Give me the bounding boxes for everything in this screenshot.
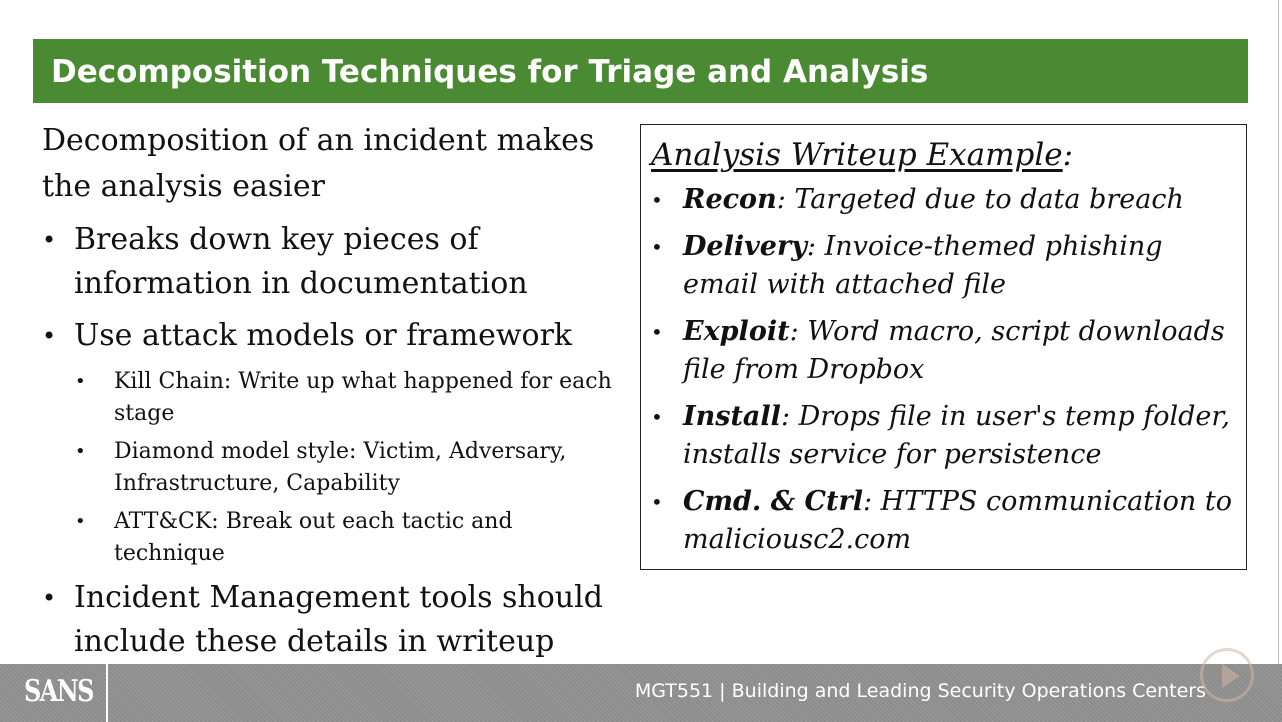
example-title (651, 131, 1236, 179)
bullet-item: • Breaks down key pieces of information in documentation (42, 218, 622, 306)
example-title-text: Analysis Writeup Example (651, 137, 1063, 173)
slide-title: Decomposition Techniques for Triage and Analysis (51, 54, 929, 90)
title-bar (33, 39, 1248, 103)
example-item-label: Recon (683, 184, 777, 215)
example-title-colon: : (1062, 137, 1074, 173)
analysis-example-box (640, 124, 1247, 570)
example-item-text: : Targeted due to data breach (776, 184, 1184, 215)
example-item-exploit (651, 313, 1236, 389)
intro-text: Decomposition of an incident makes the analysis easier (42, 123, 595, 204)
sub-bullet-item: • ATT&CK: Break out each tactic and technique (42, 506, 622, 570)
example-item-cmd-ctrl (651, 483, 1236, 559)
play-icon[interactable] (1200, 648, 1254, 702)
example-item-label: Cmd. & Ctrl (683, 486, 863, 517)
course-title: MGT551 | Building and Leading Security Operations Centers (634, 680, 1206, 702)
bullet-item: • Incident Management tools should include these details in writeup (42, 576, 622, 664)
example-item-label: Install (683, 401, 781, 432)
example-item-label: Exploit (683, 316, 790, 347)
example-item-text: : Invoice-themed phishing email with attached file (683, 231, 1163, 300)
example-item-recon (651, 181, 1236, 219)
example-item-delivery (651, 228, 1236, 304)
example-item-text: : Drops file in user's temp folder, installs service for persistence (683, 401, 1230, 470)
example-item-install (651, 398, 1236, 474)
slide-footer (0, 664, 1282, 722)
sub-bullet-item: • Kill Chain: Write up what happened for each stage (42, 366, 622, 430)
slide-edge-line (1278, 0, 1279, 664)
footer-divider (106, 664, 108, 722)
example-item-text: : HTTPS communication to maliciousc2.com (683, 486, 1232, 555)
bullet-item: • Use attack models or framework (42, 314, 622, 358)
example-item-label: Delivery (683, 231, 807, 262)
sub-bullet-item: • Diamond model style: Victim, Adversary, Infrastructure, Capability (42, 436, 622, 500)
left-content (42, 118, 622, 672)
sans-logo: SANS (24, 674, 93, 709)
example-item-text: : Word macro, script downloads file from Dropbox (683, 316, 1225, 385)
